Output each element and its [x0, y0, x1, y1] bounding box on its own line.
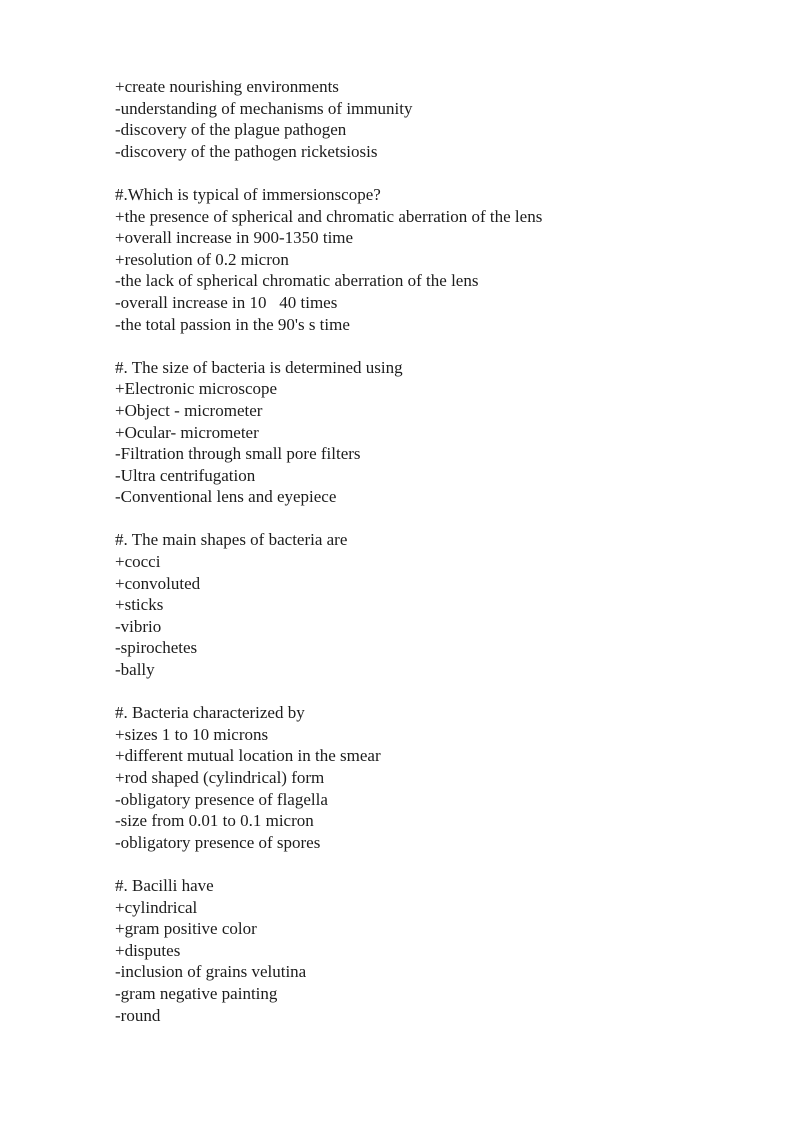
answer-option: +Electronic microscope: [115, 379, 278, 399]
answer-option: +Ocular- micrometer: [115, 422, 259, 442]
question-title: #. Bacteria characterized by: [115, 703, 305, 723]
answer-option: +different mutual location in the smear: [115, 746, 381, 766]
question-block: [115, 702, 755, 853]
answer-option: -gram negative painting: [115, 983, 278, 1003]
answer-option: -the total passion in the 90's s time: [115, 314, 350, 334]
answer-option: -bally: [115, 660, 155, 680]
answer-option: -discovery of the pathogen ricketsiosis: [115, 141, 378, 161]
answer-option: -Ultra centrifugation: [115, 465, 256, 485]
answer-option: -the lack of spherical chromatic aberration of the lens: [115, 271, 479, 291]
answer-option: +sticks: [115, 595, 164, 615]
answer-option: -discovery of the plague pathogen: [115, 120, 347, 140]
answer-option: -obligatory presence of spores: [115, 832, 321, 852]
answer-option: -size from 0.01 to 0.1 micron: [115, 811, 314, 831]
answer-option: +rod shaped (cylindrical) form: [115, 768, 325, 787]
answer-option: +gram positive color: [115, 919, 257, 939]
answer-option: +cocci: [115, 552, 161, 572]
answer-option: +resolution of 0.2 micron: [115, 249, 289, 269]
answer-option: +cylindrical: [115, 897, 198, 917]
answer-option: +disputes: [115, 940, 181, 960]
question-title: #. The size of bacteria is determined using: [115, 357, 403, 377]
question-title: #.Which is typical of immersionscope?: [115, 184, 381, 204]
answer-option: -inclusion of grains velutina: [115, 962, 307, 982]
answer-option: -spirochetes: [115, 638, 198, 658]
answer-option: +Object - micrometer: [115, 400, 263, 420]
answer-option: +overall increase in 900-1350 time: [115, 228, 354, 248]
question-block: [115, 184, 755, 335]
answer-option: -Filtration through small pore filters: [115, 444, 361, 464]
question-title: #. The main shapes of bacteria are: [115, 530, 348, 550]
answer-option: +sizes 1 to 10 microns: [115, 724, 269, 744]
question-title: #. Bacilli have: [115, 875, 214, 895]
document-body: [115, 76, 755, 1048]
answer-option: -Conventional lens and eyepiece: [115, 487, 337, 507]
answer-option: -vibrio: [115, 616, 162, 636]
answer-option: -obligatory presence of flagella: [115, 789, 328, 809]
answer-option: -overall increase in 10 40 times: [115, 292, 338, 312]
question-block: [115, 357, 755, 508]
question-block: [115, 76, 755, 162]
answer-option: +the presence of spherical and chromatic aberration of the lens: [115, 206, 543, 226]
answer-option: +convoluted: [115, 573, 201, 593]
question-block: [115, 529, 755, 680]
question-block: [115, 875, 755, 1026]
answer-option: +create nourishing environments: [115, 77, 339, 96]
answer-option: -understanding of mechanisms of immunity: [115, 98, 413, 118]
answer-option: -round: [115, 1005, 161, 1025]
